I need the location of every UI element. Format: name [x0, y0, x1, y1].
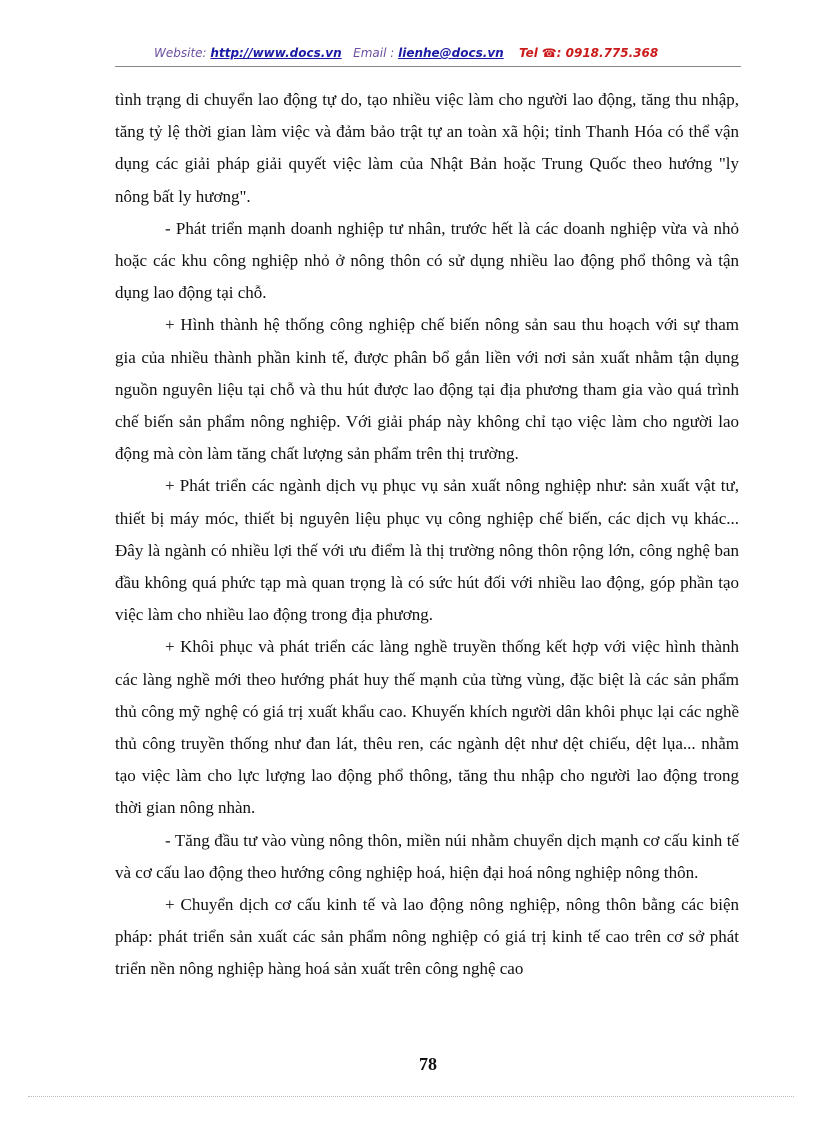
email-label: Email :	[353, 46, 395, 60]
document-body	[115, 84, 739, 986]
email-link[interactable]: lienhe@docs.vn	[398, 46, 504, 60]
paragraph: - Tăng đầu tư vào vùng nông thôn, miền núi nhằm chuyển dịch mạnh cơ cấu kinh tế và cơ cấu lao động theo hướng công nghiệp hoá, hiện đại hoá nông nghiệp nông thôn.	[115, 830, 739, 882]
website-label: Website:	[154, 46, 207, 60]
paragraph: + Khôi phục và phát triển các làng nghề truyền thống kết hợp với việc hình thành các làng nghề mới theo hướng phát huy thế mạnh của từng vùng, đặc biệt là các sản phẩm thủ công mỹ nghệ có giá trị xuất khẩu cao. Khuyến khích người dân khôi phục lại các nghề thủ công truyền thống như đan lát, thêu ren, các ngành dệt như dệt chiếu, dệt lụa... nhằm tạo việc làm cho lực lượng lao động phổ thông, tăng thu nhập cho người lao động trong thời gian nông nhàn.	[115, 637, 739, 818]
paragraph: - Phát triển mạnh doanh nghiệp tư nhân, trước hết là các doanh nghiệp vừa và nhỏ hoặc các khu công nghiệp nhỏ ở nông thôn có sử dụng nhiều lao động phổ thông và tận dụng lao động tại chỗ.	[115, 218, 739, 303]
website-link[interactable]: http://www.docs.vn	[210, 46, 342, 60]
phone-icon: ☎	[541, 46, 557, 60]
paragraph: + Chuyển dịch cơ cấu kinh tế và lao động nông nghiệp, nông thôn bằng các biện pháp: phát triển sản xuất các sản phẩm nông nghiệp có giá trị kinh tế cao trên cơ sở phát triển nền nông nghiệp hàng hoá sản xuất trên công nghệ cao	[115, 895, 739, 979]
paragraph: tình trạng di chuyển lao động tự do, tạo nhiều việc làm cho người lao động, tăng thu nhập, tăng tỷ lệ thời gian làm việc và đảm bảo trật tự an toàn xã hội; tỉnh Thanh Hóa có thể vận dụng các giải pháp giải quyết việc làm của Nhật Bản hoặc Trung Quốc theo hướng "ly nông bất ly hương".	[115, 90, 739, 206]
page-number: 78	[419, 1054, 437, 1074]
paragraph: + Phát triển các ngành dịch vụ phục vụ sản xuất nông nghiệp như: sản xuất vật tư, thiết bị máy móc, thiết bị nguyên liệu phục vụ công nghiệp chế biến, các dịch vụ khác... Đây là ngành có nhiều lợi thế với ưu điểm là thị trường nông thôn rộng lớn, công nghệ ban đầu không quá phức tạp mà quan trọng là có sức hút đối với nhiều lao động, góp phần tạo việc làm cho nhiều lao động trong địa phương.	[115, 476, 739, 625]
page-header	[154, 46, 674, 66]
paragraph: + Hình thành hệ thống công nghiệp chế biến nông sản sau thu hoạch với sự tham gia của nhiều thành phần kinh tế, được phân bổ gắn liền với nơi sản xuất nhằm tận dụng nguồn nguyên liệu tại chỗ và thu hút được lao động tại địa phương tham gia vào quá trình chế biến sản phẩm nông nghiệp. Với giải pháp này không chỉ tạo việc làm cho người lao động mà còn làm tăng chất lượng sản phẩm trên thị trường.	[115, 315, 739, 464]
phone-number: : 0918.775.368	[556, 46, 659, 60]
header-divider	[115, 66, 741, 67]
footer-divider	[28, 1096, 794, 1097]
tel-label: Tel	[518, 46, 538, 60]
